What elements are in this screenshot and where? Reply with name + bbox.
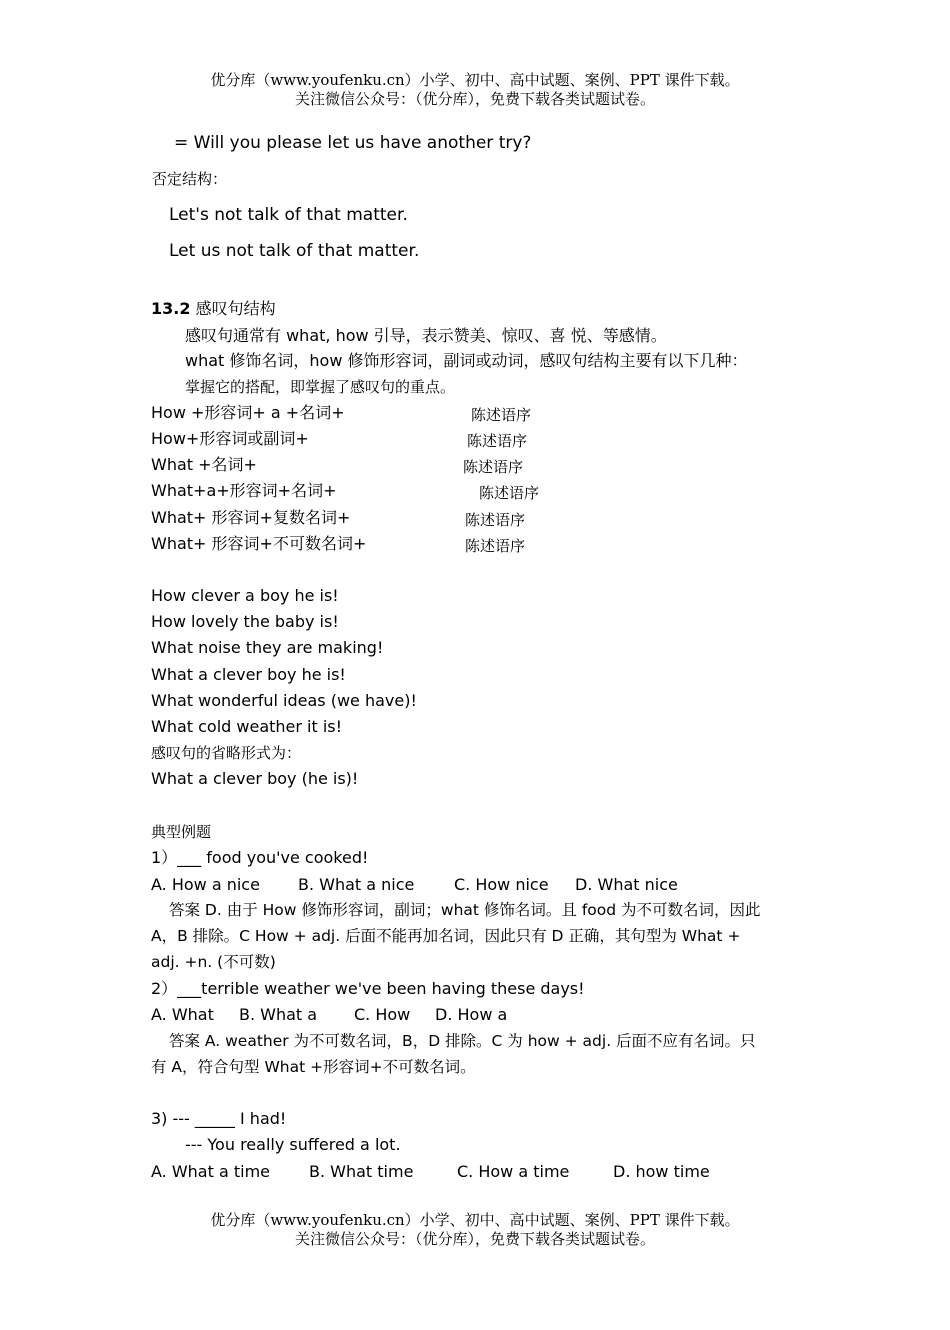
ellipsis-example: What a clever boy (he is)!: [151, 769, 359, 788]
header-line-1: 优分库（www.youfenku.cn）小学、初中、高中试题、案例、PPT 课件下载。: [210, 71, 740, 89]
question-1-option: A. How a nice: [151, 875, 260, 894]
negative-structure-label: 否定结构：: [152, 170, 228, 188]
question-3-reply: --- You really suffered a lot.: [185, 1135, 401, 1154]
question-3-option: C. How a time: [457, 1162, 570, 1181]
question-1-answer-line-3: adj. +n. (不可数): [151, 953, 276, 971]
question-1-answer-line-2: A，B 排除。C How + adj. 后面不能再加名词，因此只有 D 正确，其句型为 What +: [151, 927, 741, 945]
pattern-right: 陈述语序: [471, 406, 532, 424]
pattern-left: What+ 形容词+复数名词+: [151, 508, 351, 527]
pattern-left: How +形容词+ a +名词+: [151, 403, 345, 422]
question-2-answer-line-1: 答案 A. weather 为不可数名词，B，D 排除。C 为 how + adj. 后面不应有名词。只: [169, 1032, 756, 1050]
intro-line-3: 掌握它的搭配，即掌握了感叹句的重点。: [185, 378, 456, 396]
question-2-stem: 2）___terrible weather we've been having these days!: [151, 979, 585, 998]
question-3-option: D. how time: [613, 1162, 710, 1181]
negative-example-1: Let's not talk of that matter.: [169, 205, 408, 225]
pattern-right: 陈述语序: [465, 511, 526, 529]
question-1-option: B. What a nice: [298, 875, 415, 894]
example-sentence: How clever a boy he is!: [151, 586, 339, 605]
question-2-option: A. What: [151, 1005, 214, 1024]
pattern-right: 陈述语序: [463, 458, 524, 476]
footer-line-2: 关注微信公众号：（优分库），免费下载各类试题试卷。: [294, 1230, 655, 1248]
footer-line-1: 优分库（www.youfenku.cn）小学、初中、高中试题、案例、PPT 课件下载。: [210, 1211, 740, 1229]
question-2-option: C. How: [354, 1005, 411, 1024]
question-3-stem: 3) --- _____ I had!: [151, 1109, 287, 1128]
question-1-option: D. What nice: [575, 875, 678, 894]
question-1-stem: 1）___ food you've cooked!: [151, 848, 369, 867]
example-sentence: What cold weather it is!: [151, 717, 343, 736]
section-title: [151, 298, 276, 320]
question-3-option: B. What time: [309, 1162, 414, 1181]
example-sentence: How lovely the baby is!: [151, 612, 339, 631]
pattern-right: 陈述语序: [479, 484, 540, 502]
pattern-left: How+形容词或副词+: [151, 429, 309, 448]
negative-example-2: Let us not talk of that matter.: [169, 241, 420, 261]
ellipsis-label: 感叹句的省略形式为：: [151, 744, 302, 762]
pattern-right: 陈述语序: [465, 537, 526, 555]
pattern-right: 陈述语序: [467, 432, 528, 450]
imperative-equivalent: = Will you please let us have another try?: [174, 133, 532, 153]
section-number: 13.2: [151, 299, 191, 318]
question-1-option: C. How nice: [454, 875, 549, 894]
example-sentence: What a clever boy he is!: [151, 665, 346, 684]
question-2-answer-line-2: 有 A，符合句型 What +形容词+不可数名词。: [151, 1058, 476, 1076]
section-title-text: 感叹句结构: [190, 299, 276, 318]
exercises-title: 典型例题: [151, 823, 212, 841]
question-2-option: D. How a: [435, 1005, 508, 1024]
question-2-option: B. What a: [239, 1005, 318, 1024]
question-1-answer-line-1: 答案 D. 由于 How 修饰形容词，副词；what 修饰名词。且 food 为不可数名词，因此: [169, 901, 761, 919]
question-3-option: A. What a time: [151, 1162, 270, 1181]
example-sentence: What noise they are making!: [151, 638, 384, 657]
pattern-left: What+ 形容词+不可数名词+: [151, 534, 367, 553]
intro-line-2: what 修饰名词，how 修饰形容词，副词或动词，感叹句结构主要有以下几种：: [185, 351, 748, 370]
header-line-2: 关注微信公众号：（优分库），免费下载各类试题试卷。: [294, 90, 655, 108]
intro-line-1: 感叹句通常有 what, how 引导，表示赞美、惊叹、喜 悦、等感情。: [185, 326, 667, 345]
example-sentence: What wonderful ideas (we have)!: [151, 691, 417, 710]
pattern-left: What+a+形容词+名词+: [151, 481, 337, 500]
pattern-left: What +名词+: [151, 455, 257, 474]
